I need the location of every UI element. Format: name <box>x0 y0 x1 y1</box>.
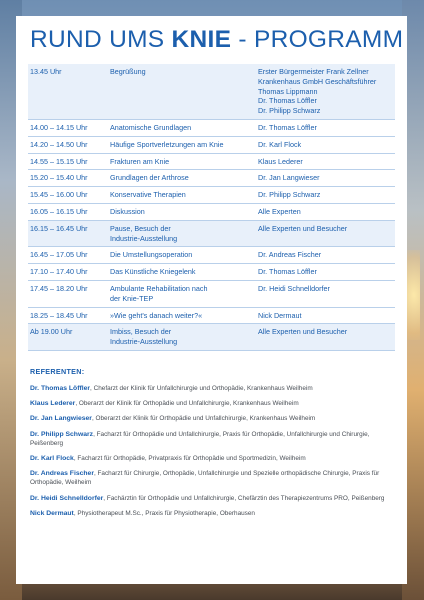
program-topic: Imbiss, Besuch der Industrie-Ausstellung <box>110 327 178 347</box>
program-speaker: Dr. Philipp Schwarz <box>258 190 321 200</box>
program-topic: Pause, Besuch der Industrie-Ausstellung <box>110 223 178 243</box>
program-topic: Die Umstellungsoperation <box>110 250 193 260</box>
program-row <box>28 281 395 308</box>
program-row <box>28 187 395 204</box>
program-row <box>28 154 395 171</box>
program-time: 16.05 – 16.15 Uhr <box>30 206 88 216</box>
referent-name: Nick Dermaut <box>30 509 74 517</box>
program-row <box>28 204 395 221</box>
referent-entry <box>30 414 395 423</box>
program-time: 14.00 – 14.15 Uhr <box>30 122 88 132</box>
program-speaker: Alle Experten und Besucher <box>258 327 348 337</box>
program-topic: Das Künstliche Kniegelenk <box>110 267 196 277</box>
title-part3: - PROGRAMM <box>231 26 404 53</box>
program-speaker: Nick Dermaut <box>258 310 302 320</box>
program-row <box>28 137 395 154</box>
program-time: 14.55 – 15.15 Uhr <box>30 156 88 166</box>
referent-description: , Chefarzt der Klinik für Unfallchirurgie und Orthopädie, Krankenhaus Weilheim <box>90 384 313 392</box>
referent-name: Dr. Philipp Schwarz <box>30 430 94 438</box>
program-topic: Anatomische Grundlagen <box>110 122 192 132</box>
referent-name: Dr. Jan Langwieser <box>30 415 92 423</box>
referent-entry <box>30 384 395 393</box>
referent-name: Dr. Karl Flock <box>30 454 74 462</box>
referenten-list <box>28 384 395 518</box>
program-speaker: Alle Experten und Besucher <box>258 223 348 233</box>
program-time: 15.45 – 16.00 Uhr <box>30 190 88 200</box>
title-part2: KNIE <box>171 26 232 53</box>
program-speaker: Dr. Andreas Fischer <box>258 250 322 260</box>
program-time: 17.45 – 18.20 Uhr <box>30 283 88 293</box>
program-topic: Ambulante Rehabilitation nach der Knie-TEP <box>110 283 208 303</box>
referent-entry <box>30 469 395 487</box>
referent-name: Klaus Lederer <box>30 400 76 408</box>
referent-name: Dr. Heidi Schnelldorfer <box>30 494 104 502</box>
program-card <box>16 16 407 584</box>
referent-entry <box>30 430 395 448</box>
referent-entry <box>30 399 395 408</box>
program-row <box>28 264 395 281</box>
referent-entry <box>30 509 395 518</box>
program-row <box>28 324 395 351</box>
program-time: 16.45 – 17.05 Uhr <box>30 250 88 260</box>
program-row <box>28 64 395 120</box>
program-topic: »Wie geht's danach weiter?« <box>110 310 203 320</box>
program-row <box>28 308 395 325</box>
referent-description: , Physiotherapeut M.Sc., Praxis für Physiotherapie, Oberhausen <box>73 509 255 517</box>
program-row <box>28 170 395 187</box>
program-topic: Begrüßung <box>110 67 146 76</box>
title-part1: RUND UMS <box>30 26 172 53</box>
program-speaker: Dr. Jan Langwieser <box>258 173 320 183</box>
program-speaker: Dr. Karl Flock <box>258 139 302 149</box>
program-speaker: Alle Experten <box>258 206 301 216</box>
program-time: 17.10 – 17.40 Uhr <box>30 267 88 277</box>
referent-name: Dr. Thomas Löffler <box>30 384 91 392</box>
referent-description: , Facharzt für Orthopädie und Unfallchirurgie, Praxis für Orthopädie, Unfallchirurgie und Chirurgie, Peißenberg <box>30 430 370 447</box>
referent-entry <box>30 454 395 463</box>
referent-entry <box>30 494 395 503</box>
referent-description: , Facharzt für Orthopädie, Privatpraxis für Orthopädie und Sportmedizin, Weilheim <box>73 454 306 462</box>
program-speaker: Dr. Heidi Schnelldorfer <box>258 283 330 293</box>
program-table <box>28 64 395 351</box>
referent-description: , Facharzt für Chirurgie, Orthopädie, Unfallchirurgie und Spezielle orthopädische Chirurgie, Praxis für Orthopädie, Weilheim <box>30 470 380 487</box>
program-time: 14.20 – 14.50 Uhr <box>30 139 88 149</box>
program-row <box>28 247 395 264</box>
program-topic: Häufige Sportverletzungen am Knie <box>110 139 224 149</box>
referent-description: , Oberarzt der Klinik für Orthopädie und Unfallchirurgie, Krankenhaus Weilheim <box>75 400 299 408</box>
program-row <box>28 221 395 248</box>
program-speaker: Erster Bürgermeister Frank Zellner Krankenhaus GmbH Geschäftsführer Thomas Lippmann Dr. Thomas Löffler Dr. Philipp Schwarz <box>258 67 377 116</box>
program-row <box>28 120 395 137</box>
program-time: 18.25 – 18.45 Uhr <box>30 310 88 320</box>
referenten-heading: REFERENTEN: <box>30 366 85 376</box>
program-time: 16.15 – 16.45 Uhr <box>30 223 88 233</box>
program-time: 13.45 Uhr <box>30 67 62 76</box>
program-speaker: Dr. Thomas Löffler <box>258 267 317 277</box>
program-time: 15.20 – 15.40 Uhr <box>30 173 88 183</box>
program-topic: Frakturen am Knie <box>110 156 170 166</box>
program-topic: Grundlagen der Arthrose <box>110 173 189 183</box>
referent-description: , Fachärztin für Orthopädie und Unfallchirurgie, Chefärztin des Therapiezentrums PRO, Peißenberg <box>103 494 385 502</box>
program-speaker: Dr. Thomas Löffler <box>258 122 317 132</box>
program-time: Ab 19.00 Uhr <box>30 327 73 337</box>
program-speaker: Klaus Lederer <box>258 156 303 166</box>
referent-description: , Oberarzt der Klinik für Orthopädie und Unfallchirurgie, Krankenhaus Weilheim <box>91 415 316 423</box>
referent-name: Dr. Andreas Fischer <box>30 470 94 478</box>
program-topic: Diskussion <box>110 206 145 216</box>
program-topic: Konservative Therapien <box>110 190 186 200</box>
page-title <box>30 26 404 54</box>
